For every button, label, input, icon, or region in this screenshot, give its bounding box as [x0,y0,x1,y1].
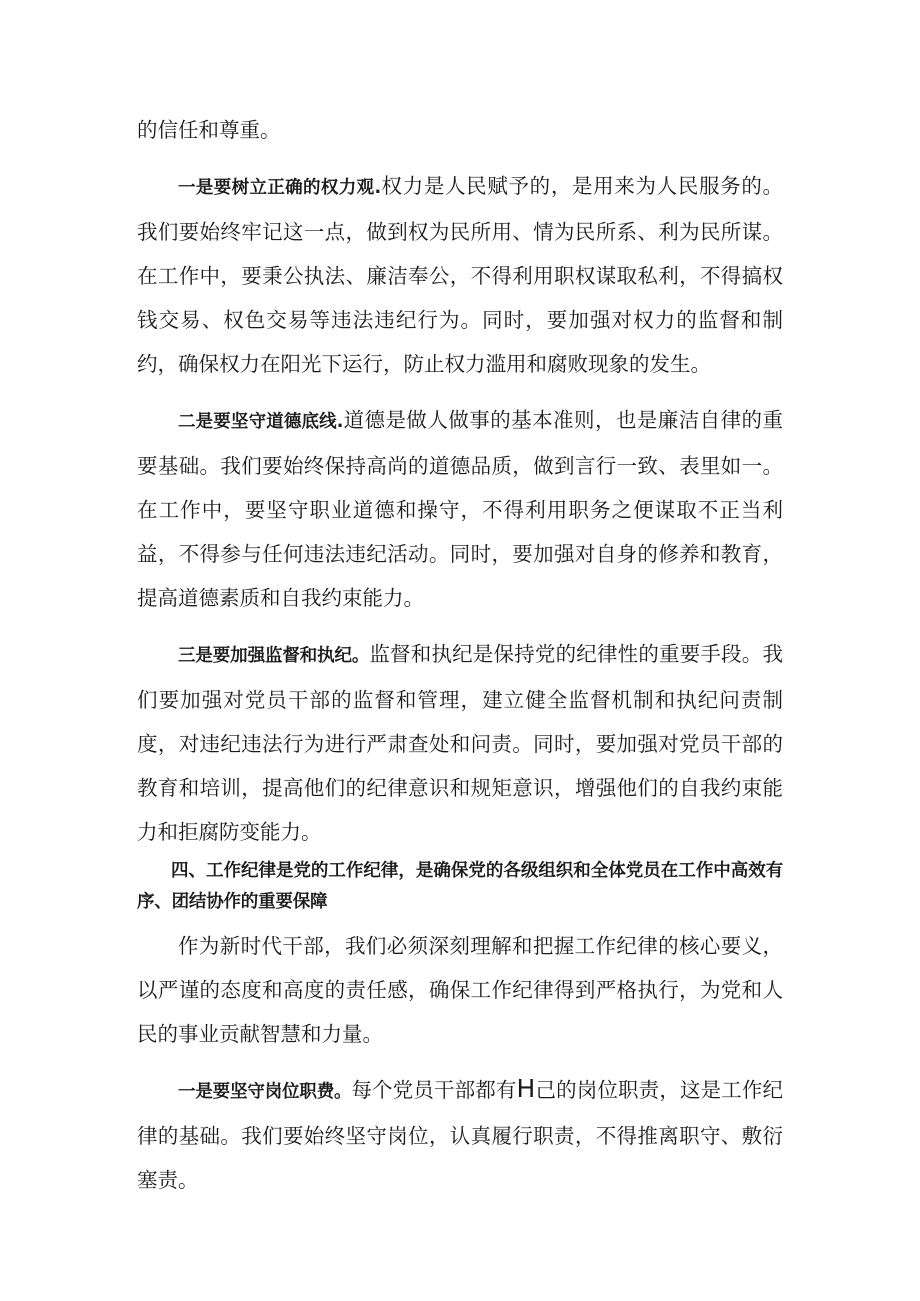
paragraph-lead: 二是要坚守道德底线. [178,412,344,432]
document-body [137,108,783,1202]
paragraph-job-duties [137,1068,783,1202]
paragraph-power-view [137,164,783,386]
paragraph-text: 己的岗位职责，这是工作纪律的基础。我们要始终坚守岗位，认真履行职责，不得推离职守、敷衍塞责。 [137,1078,784,1192]
paragraph-moral-bottom-line [137,398,783,620]
paragraph-supervision [137,632,783,854]
paragraph-text: 权力是人民赋予的，是用来为人民服务的。我们要始终牢记这一点，做到权为民所用、情为民所系、利为民所谋。在工作中，要秉公执法、廉洁奉公，不得利用职权谋取私利，不得搞权钱交易、权色交易等违法违纪行为。同时，要加强对权力的监督和制约，确保权力在阳光下运行，防止权力滥用和腐败现象的发生。 [137,174,783,376]
paragraph-lead: 三是要加强监督和执纪。 [178,646,370,666]
paragraph-text: 每个党员干部都有 [351,1078,517,1102]
section-heading-work-discipline: 四、工作纪律是党的工作纪律，是确保党的各级组织和全体党员在工作中高效有序、团结协作的重要保障 [137,861,783,912]
paragraph-text: 道德是做人做事的基本准则，也是廉洁自律的重要基础。我们要始终保持高尚的道德品质，做到言行一致、表里如一。在工作中，要坚守职业道德和操守，不得利用职务之便谋取不正当利益，不得参与任何违法违纪活动。同时，要加强对自身的修养和教育，提高道德素质和自我约束能力。 [137,408,783,610]
paragraph-text: 的信任和尊重。 [137,118,281,142]
paragraph-lead: 一是要树立正确的权力观. [178,178,381,198]
paragraph-lead: 一是要坚守岗位职费。 [178,1082,352,1102]
paragraph-new-era-cadres [137,924,783,1056]
paragraph-text: 监督和执纪是保持党的纪律性的重要手段。我们要加强对党员干部的监督和管理，建立健全监督机制和执纪问责制度，对违纪违法行为进行严肃查处和问责。同时，要加强对党员干部的教育和培训，提高他们的纪律意识和规矩意识，增强他们的自我约束能力和拒腐防变能力。 [137,642,783,844]
paragraph-text: 作为新时代干部，我们必须深刻理解和把握工作纪律的核心要义，以严谨的态度和高度的责任感，确保工作纪律得到严格执行，为党和人民的事业贡献智慧和力量。 [137,934,783,1046]
paragraph-continuation [137,108,783,152]
ocr-glyph: H [516,1074,536,1103]
